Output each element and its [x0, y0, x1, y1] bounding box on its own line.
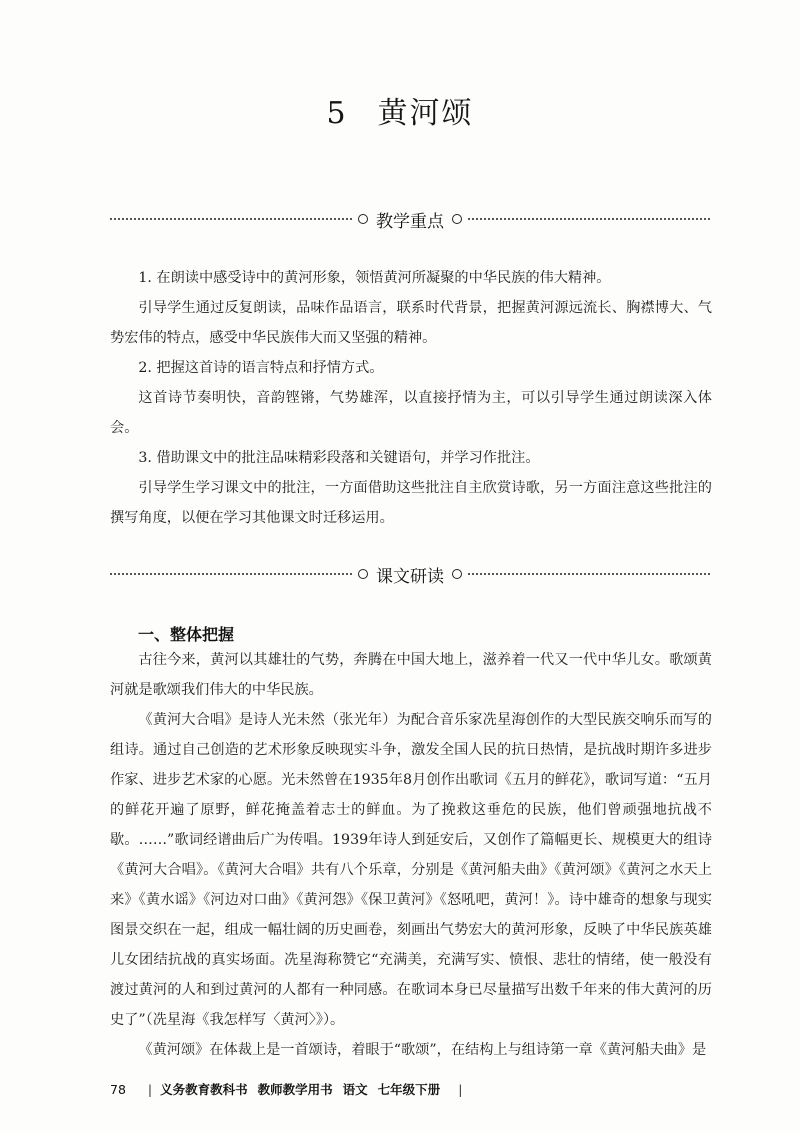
- focus-explanation-1: 引导学生通过反复朗读，品味作品语言，联系时代背景，把握黄河源远流长、胸襟博大、气势宏伟的特点，感受中华民族伟大而又坚强的精神。: [110, 300, 712, 346]
- footer-series: 义务教育教科书: [160, 1082, 248, 1097]
- section-header-focus: [110, 207, 710, 231]
- footer-subject: 语文: [342, 1082, 368, 1097]
- circle-ornament-icon: [358, 214, 368, 224]
- focus-explanation-3: 引导学生学习课文中的批注，一方面借助这些批注自主欣赏诗歌，另一方面注意这些批注的撰写角度，以便在学习其他课文时迁移运用。: [110, 480, 712, 526]
- footer-book: 教师教学用书: [257, 1082, 333, 1097]
- focus-point-3: 3. 借助课文中的批注品味精彩段落和关键语句，并学习作批注。: [138, 450, 540, 466]
- study-paragraph-3: 《黄河颂》在体裁上是一首颂诗，着眼于“歌颂”，在结构上与组诗第一章《黄河船夫曲》是: [138, 1042, 707, 1058]
- dotted-rule-left: [110, 218, 352, 220]
- footer-separator: |: [147, 1081, 153, 1097]
- circle-ornament-icon: [452, 214, 462, 224]
- subheading-overall: 一、整体把握: [138, 625, 235, 644]
- dotted-rule-right: [468, 218, 710, 220]
- lesson-title: [0, 88, 800, 132]
- dotted-rule-right: [468, 573, 710, 575]
- circle-ornament-icon: [452, 569, 462, 579]
- circle-ornament-icon: [358, 569, 368, 579]
- lesson-name: 黄河颂: [377, 96, 474, 131]
- footer-grade: 七年级下册: [377, 1082, 441, 1097]
- lesson-number: 5: [326, 96, 348, 131]
- study-paragraph-2: 《黄河大合唱》是诗人光未然（张光年）为配合音乐家冼星海创作的大型民族交响乐而写的组诗。通过自己创造的艺术形象反映现实斗争，激发全国人民的抗日热情，是抗战时期许多进步作家、进步艺术家的心愿。光未然曾在1935年8月创作出歌词《五月的鲜花》，歌词写道：“五月的鲜花开遍了原野，鲜花掩盖着志士的鲜血。为了挽救这垂危的民族，他们曾顽强地抗战不歇。……”歌词经谱曲后广为传唱。1939年诗人到延安后，又创作了篇幅更长、规模更大的组诗《黄河大合唱》。《黄河大合唱》共有八个乐章，分别是《黄河船夫曲》《黄河颂》《黄河之水天上来》《黄水谣》《河边对口曲》《黄河怨》《保卫黄河》《怒吼吧，黄河！》。诗中雄奇的想象与现实图景交织在一起，组成一幅壮阔的历史画卷，刻画出气势宏大的黄河形象，反映了中华民族英雄儿女团结抗战的真实场面。冼星海称赞它“充满美，充满写实、愤恨、悲壮的情绪，使一般没有渡过黄河的人和到过黄河的人都有一种同感。在歌词本身已尽量描写出数千年来的伟大黄河的历史了”（冼星海《我怎样写〈黄河〉》）。: [110, 712, 712, 1028]
- section-header-study: [110, 562, 710, 586]
- focus-point-1: 1. 在朗读中感受诗中的黄河形象，领悟黄河所凝聚的中华民族的伟大精神。: [138, 270, 611, 286]
- section-label: 课文研读: [376, 566, 444, 587]
- study-body: [110, 645, 712, 1065]
- study-paragraph-1: 古往今来，黄河以其雄壮的气势，奔腾在中国大地上，滋养着一代又一代中华儿女。歌颂黄河就是歌颂我们伟大的中华民族。: [110, 652, 712, 698]
- focus-point-2: 2. 把握这首诗的语言特点和抒情方式。: [138, 360, 384, 376]
- page-footer: [110, 1080, 470, 1098]
- focus-explanation-2: 这首诗节奏明快，音韵铿锵，气势雄浑，以直接抒情为主，可以引导学生通过朗读深入体会。: [110, 390, 712, 436]
- footer-separator: |: [458, 1081, 463, 1097]
- page-number: 78: [110, 1081, 126, 1097]
- section-label: 教学重点: [376, 211, 444, 232]
- focus-body: [110, 263, 712, 533]
- dotted-rule-left: [110, 573, 352, 575]
